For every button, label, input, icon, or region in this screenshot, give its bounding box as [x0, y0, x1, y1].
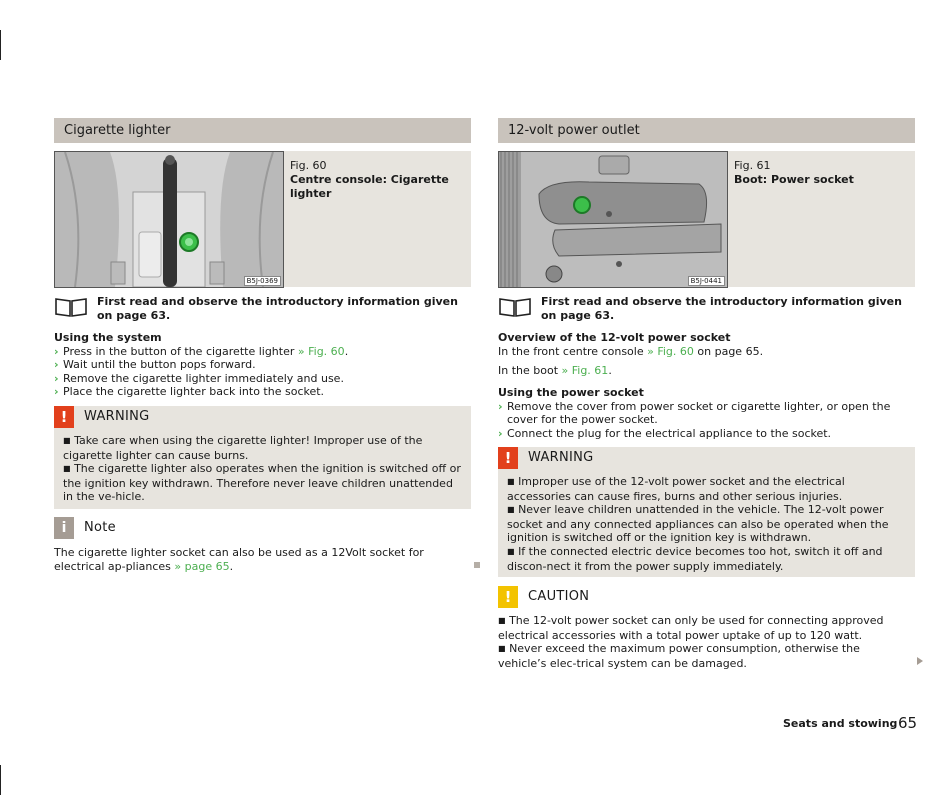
overview-text: In the front centre console — [498, 344, 648, 358]
book-icon — [498, 297, 532, 317]
note-text: The cigarette lighter socket can also be used as a 12Volt socket for electrical ap-pliances — [54, 546, 424, 573]
caution-item-text: The 12-volt power socket can only be used for connecting approved electrical accessories with a total power uptake of up to 120 watt. — [498, 614, 884, 642]
step-text: Wait until the button pops forward. — [63, 358, 256, 372]
end-of-section-marker — [474, 562, 480, 568]
crop-mark — [0, 30, 1, 60]
warning-items — [507, 475, 907, 573]
overview-block — [498, 331, 915, 378]
step-text: Remove the cover from power socket or cigarette lighter, or open the cover for the power socket. — [507, 399, 891, 427]
warning-item-text: Improper use of the 12-volt power socket and the electrical accessories can cause fires, burns and other serious injuries. — [507, 475, 845, 503]
section-title-power-outlet: 12-volt power outlet — [498, 118, 915, 143]
step-text: Press in the button of the cigarette lighter — [63, 344, 298, 358]
chevron-right-icon: › — [54, 371, 59, 385]
overview-heading: Overview of the 12-volt power socket — [498, 331, 731, 344]
overview-text: In the boot — [498, 364, 562, 378]
overview-line — [498, 364, 915, 378]
overview-suffix: on page 65. — [693, 344, 764, 358]
warning-box — [498, 447, 915, 577]
fig-60-link[interactable]: » Fig. 60 — [647, 344, 694, 358]
step-item — [54, 372, 471, 386]
caution-item-text: Never exceed the maximum power consumption, otherwise the vehicle’s elec-trical system can be damaged. — [498, 642, 860, 670]
book-icon — [54, 297, 88, 317]
step-text: Place the cigarette lighter back into the socket. — [63, 385, 325, 399]
figure-title: Centre console: Cigarette lighter — [290, 173, 449, 200]
power-socket-illustration — [498, 151, 728, 288]
caution-item: ■ Never exceed the maximum power consumption, otherwise the vehicle’s elec-trical system can be damaged. — [498, 642, 860, 670]
figure-caption — [734, 159, 909, 187]
warning-item-text: Never leave children unattended in the vehicle. The 12-volt power socket and any connected appliances can also be operated when the ignition is switched off or the ignition key is withdrawn. — [507, 503, 889, 545]
step-item — [54, 385, 471, 399]
overview-suffix: . — [608, 364, 612, 378]
note-title: Note — [84, 520, 116, 535]
using-power-socket-heading: Using the power socket — [498, 386, 644, 399]
overview-line — [498, 345, 915, 359]
caution-items — [498, 614, 908, 670]
step-suffix: . — [344, 344, 349, 358]
figure-caption — [290, 159, 465, 201]
image-code: B5J-0369 — [244, 276, 281, 286]
figure-60 — [54, 151, 471, 287]
intro-notice: First read and observe the introductory information given on page 63. — [97, 295, 458, 322]
section-title-cigarette-lighter: Cigarette lighter — [54, 118, 471, 143]
exclamation-icon: ! — [498, 447, 518, 469]
step-item — [54, 358, 471, 372]
chevron-right-icon: › — [54, 385, 59, 399]
warning-items — [63, 434, 463, 504]
warning-item: ■ Never leave children unattended in the vehicle. The 12-volt power socket and any connected appliances can also be operated when the ignition is switched off or the ignition key is withdrawn. — [507, 503, 889, 545]
exclamation-icon: ! — [54, 406, 74, 428]
crop-mark — [0, 765, 1, 795]
warning-title: WARNING — [528, 450, 594, 465]
chevron-right-icon: › — [54, 358, 59, 372]
chevron-right-icon: › — [498, 399, 503, 413]
intro-notice: First read and observe the introductory information given on page 63. — [541, 295, 902, 322]
caution-item: ■ The 12-volt power socket can only be used for connecting approved electrical accessories with a total power uptake of up to 120 watt. — [498, 614, 884, 642]
warning-item-text: Take care when using the cigarette lighter! Improper use of the cigarette lighter can cause burns. — [63, 434, 423, 462]
figure-number: Fig. 61 — [734, 159, 771, 172]
info-icon: i — [54, 517, 74, 539]
step-text: Connect the plug for the electrical appliance to the socket. — [507, 426, 832, 440]
exclamation-icon: ! — [498, 586, 518, 608]
fig-60-link[interactable]: » Fig. 60 — [297, 344, 345, 358]
warning-box — [54, 406, 471, 509]
warning-item: ■ If the connected electric device becomes too hot, switch it off and discon-nect it from the power supply immediately. — [507, 544, 883, 573]
fig-61-link[interactable]: » Fig. 61 — [561, 364, 609, 378]
figure-title: Boot: Power socket — [734, 173, 854, 186]
warning-item: ■ Improper use of the 12-volt power socket and the electrical accessories can cause fires, burns and other serious injuries. — [507, 475, 845, 503]
using-system-heading: Using the system — [54, 331, 162, 344]
continue-arrow-icon — [917, 657, 923, 665]
image-code: B5J-0441 — [688, 276, 725, 286]
step-item — [498, 427, 915, 441]
page-number: 65 — [898, 714, 918, 732]
footer-chapter: Seats and stowing — [783, 717, 898, 730]
step-text: Remove the cigarette lighter immediately and use. — [63, 371, 344, 385]
figure-number: Fig. 60 — [290, 159, 327, 172]
warning-title: WARNING — [84, 409, 150, 424]
note-text-block — [54, 546, 464, 573]
step-item — [54, 345, 471, 359]
note-suffix: . — [229, 559, 234, 573]
figure-61 — [498, 151, 915, 287]
using-system-block — [54, 331, 471, 399]
chevron-right-icon: › — [498, 426, 503, 440]
using-power-socket-block — [498, 386, 915, 440]
cigarette-lighter-illustration — [54, 151, 284, 288]
warning-item: ■ Take care when using the cigarette lighter! Improper use of the cigarette lighter can cause burns. — [63, 434, 423, 462]
chevron-right-icon: › — [54, 344, 59, 358]
warning-item-text: The cigarette lighter also operates when the ignition is switched off or the ignition key withdrawn. Therefore never leave children unattended in the ve-hicle. — [63, 462, 461, 504]
step-item — [498, 400, 915, 427]
caution-title: CAUTION — [528, 589, 590, 604]
page-65-link[interactable]: » page 65 — [174, 559, 230, 573]
warning-item-text: If the connected electric device becomes too hot, switch it off and discon-nect it from the power supply immediately. — [507, 544, 883, 573]
warning-item: ■ The cigarette lighter also operates when the ignition is switched off or the ignition key withdrawn. Therefore never leave children unattended in the ve-hicle. — [63, 462, 461, 504]
